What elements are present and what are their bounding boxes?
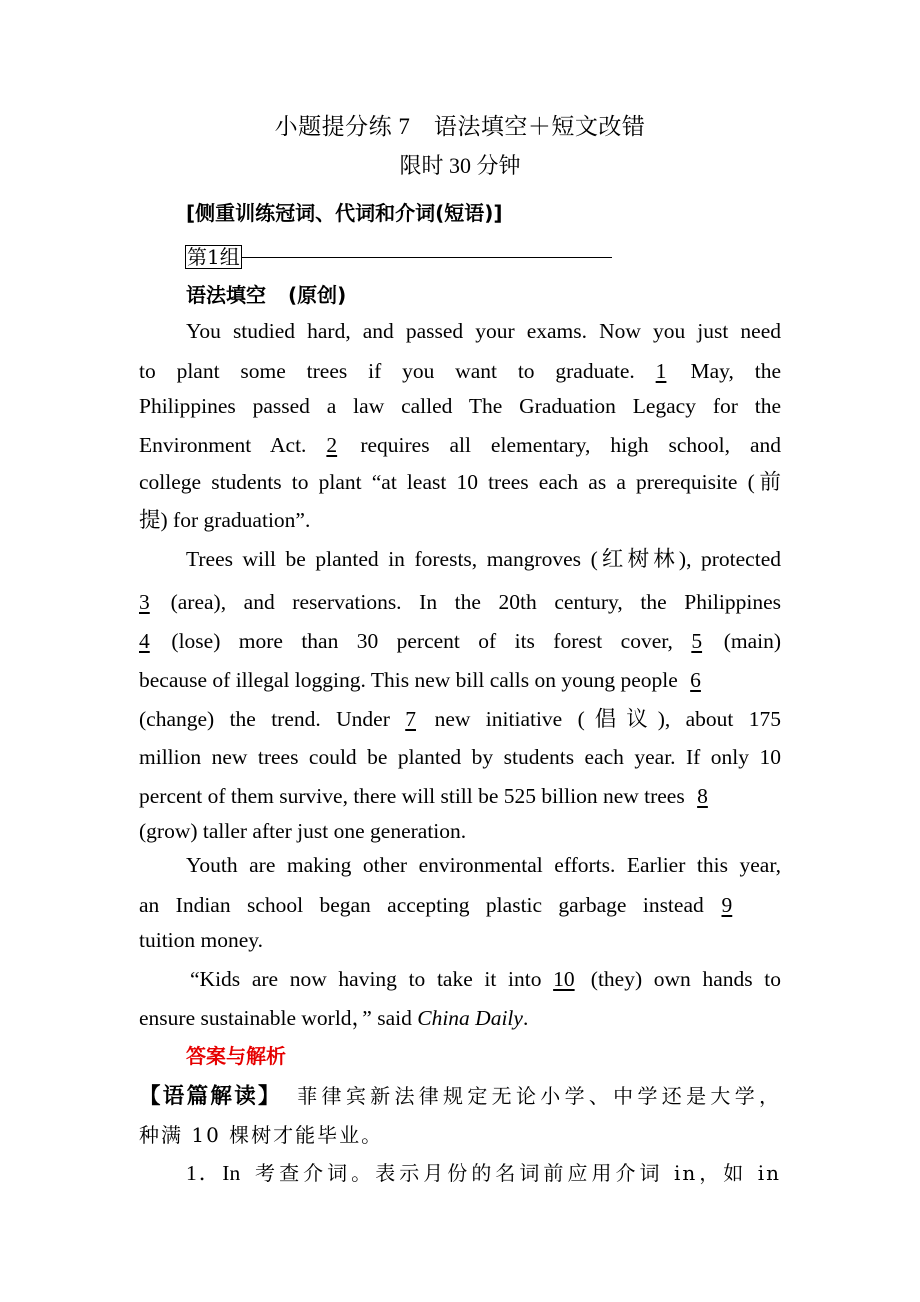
reading-label: 【语篇解读】 [139, 1084, 282, 1109]
passage-line: 3 (area), and reservations. In the 20th century, the Philippines [139, 587, 781, 617]
passage-line: 4 (lose) more than 30 percent of its forest cover, 5 (main) [139, 626, 781, 656]
passage-line: college students to plant “at least 10 trees each as a prerequisite (前 [139, 470, 781, 494]
reading-summary: 【语篇解读】 菲律宾新法律规定无论小学、中学还是大学， [139, 1084, 782, 1109]
blank-8[interactable]: 8 [697, 784, 708, 808]
focus-note: [侧重训练冠词、代词和介词(短语)] [186, 201, 503, 225]
passage-line: because of illegal logging. This new bill calls on young people 6 [139, 665, 781, 695]
passage-line: Environment Act. 2 requires all elementary, high school, and [139, 430, 781, 460]
blank-6[interactable]: 6 [690, 668, 701, 692]
passage-line: (change) the trend. Under 7 new initiative (倡议), about 175 [139, 704, 781, 734]
group-heading [185, 243, 612, 271]
passage-line: “Kids are now having to take it into 10 (they) own hands to [190, 964, 781, 994]
passage-line: to plant some trees if you want to graduate. 1 May, the [139, 356, 781, 386]
passage-line: percent of them survive, there will still be 525 billion new trees 8 [139, 781, 781, 811]
blank-3[interactable]: 3 [139, 590, 150, 614]
section-note: (原创) [288, 283, 347, 307]
blank-7[interactable]: 7 [405, 707, 416, 731]
group-label: 第1组 [187, 245, 240, 269]
blank-5[interactable]: 5 [691, 629, 703, 653]
blank-10[interactable]: 10 [553, 967, 575, 991]
blank-2[interactable]: 2 [326, 433, 338, 457]
blank-4[interactable]: 4 [139, 629, 150, 653]
passage-line: (grow) taller after just one generation. [139, 819, 467, 843]
answer-1: 1．In 考查介词。表示月份的名词前应用介词 in，如 in [186, 1161, 781, 1185]
blank-1[interactable]: 1 [655, 359, 667, 383]
passage-line: Philippines passed a law called The Graduation Legacy for the [139, 394, 781, 418]
blank-9[interactable]: 9 [721, 893, 733, 917]
time-limit: 限时 30 分钟 [399, 153, 521, 178]
page-title: 小题提分练 7 语法填空＋短文改错 [274, 114, 646, 139]
passage-line: tuition money. [139, 928, 264, 952]
passage-line: million new trees could be planted by students each year. If only 10 [139, 745, 781, 769]
section-heading [186, 280, 346, 310]
source-name: China Daily [417, 1006, 523, 1030]
answers-heading: 答案与解析 [186, 1044, 286, 1068]
passage-line: Youth are making other environmental efforts. Earlier this year, [186, 853, 781, 877]
passage-line: You studied hard, and passed your exams. Now you just need [186, 319, 781, 343]
passage-line: 提) for graduation”. [139, 508, 311, 532]
passage-line: Trees will be planted in forests, mangroves (红树林), protected [186, 547, 781, 571]
section-title: 语法填空 [186, 283, 266, 307]
group-divider [242, 257, 612, 258]
passage-line: ensure sustainable world，” said China Daily. [139, 1006, 529, 1030]
passage-line: an Indian school began accepting plastic garbage instead 9 [139, 890, 781, 920]
reading-summary-cont: 种满 10 棵树才能毕业。 [139, 1123, 384, 1147]
